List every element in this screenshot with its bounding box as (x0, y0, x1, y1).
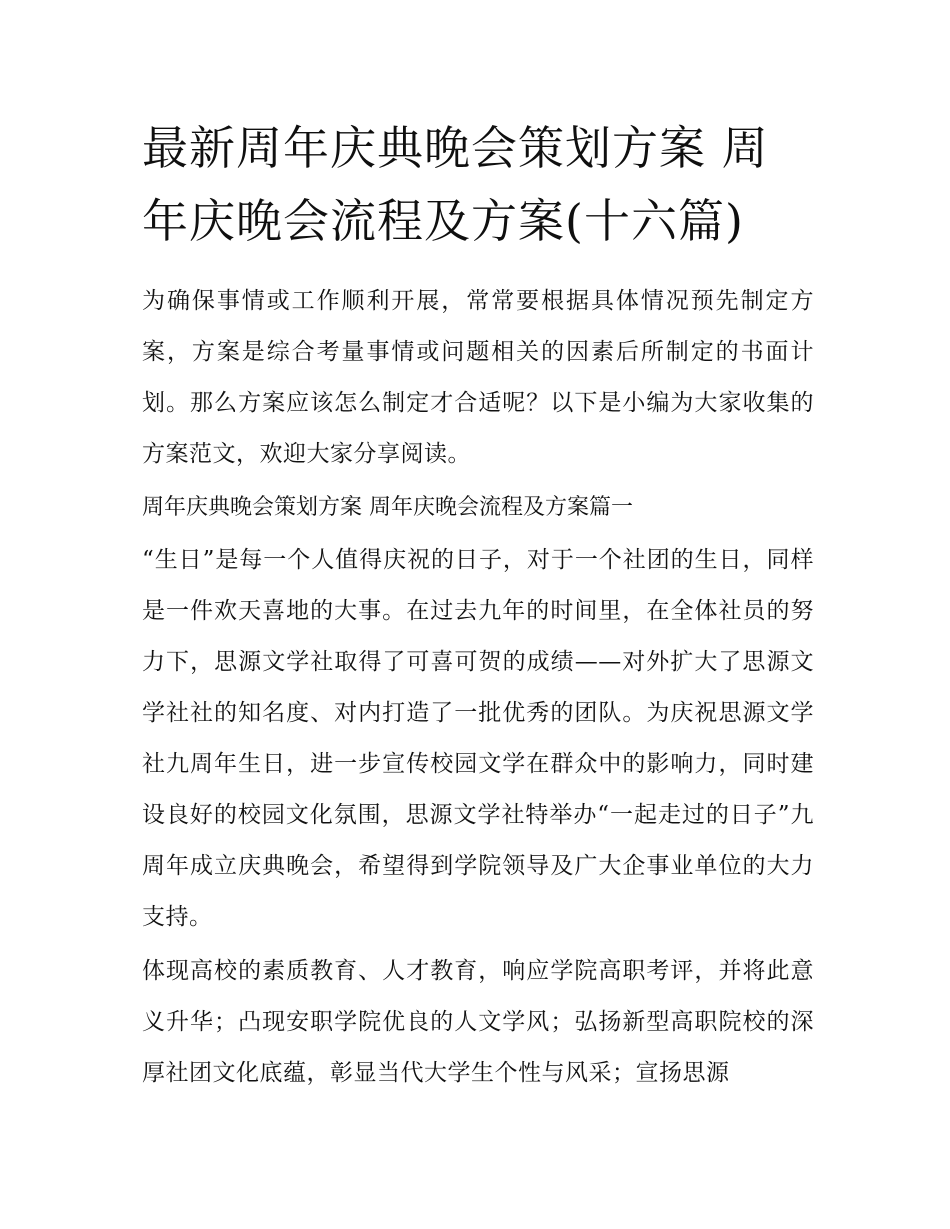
body-paragraph: “生日”是每一个人值得庆祝的日子，对于一个社团的生日，同样是一件欢天喜地的大事。在过去九年的时间里，在全体社员的努力下，思源文学社取得了可喜可贺的成绩——对外扩大了思源文学社社的知名度、对内打造了一批优秀的团队。为庆祝思源文学社九周年生日，进一步宣传校园文学在群众中的影响力，同时建设良好的校园文化氛围，思源文学社特举办“一起走过的日子”九周年成立庆典晚会，希望得到学院领导及广大企事业单位的大力支持。 (142, 547, 814, 930)
body-paragraph: 体现高校的素质教育、人才教育，响应学院高职考评，并将此意义升华；凸现安职学院优良的人文学风；弘扬新型高职院校的深厚社团文化底蕴，彰显当代大学生个性与风采；宣扬思源 (142, 958, 814, 1086)
document-title: 最新周年庆典晚会策划方案 周年庆晚会流程及方案(十六篇) (142, 121, 769, 248)
intro-paragraph: 为确保事情或工作顺利开展，常常要根据具体情况预先制定方案，方案是综合考量事情或问题相关的因素后所制定的书面计划。那么方案应该怎么制定才合适呢？以下是小编为大家收集的方案范文，欢迎大家分享阅读。 (142, 288, 814, 467)
document-body (142, 112, 814, 1102)
section-heading: 周年庆典晚会策划方案 周年庆晚会流程及方案篇一 (142, 495, 633, 520)
